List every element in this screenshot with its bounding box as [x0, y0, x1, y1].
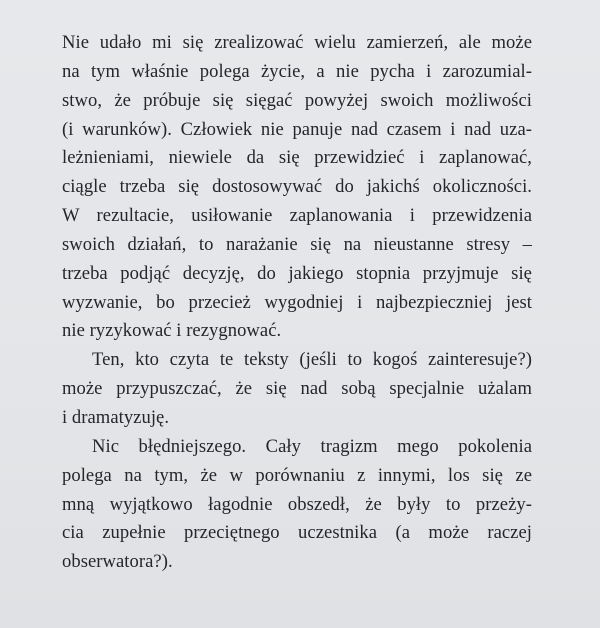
- paragraph-1: [62, 29, 532, 346]
- text-line: swoich działań, to narażanie się na nieustanne stresy –: [62, 233, 532, 255]
- text-line: (i warunków). Człowiek nie panuje nad czasem i nad uza-: [62, 118, 532, 140]
- text-line: cia zupełnie przeciętnego uczestnika (a może raczej: [62, 522, 532, 544]
- text-line: Nie udało mi się zrealizować wielu zamierzeń, ale może: [62, 32, 532, 53]
- text-line: nie ryzykować i rezygnować.: [62, 320, 282, 342]
- text-line: ciągle trzeba się dostosowywać do jakichś okoliczności.: [62, 176, 532, 198]
- text-line: Ten, kto czyta te teksty (jeśli to kogoś zainteresuje?): [92, 349, 532, 371]
- text-line: leżnieniami, niewiele da się przewidzieć i zaplanować,: [62, 147, 532, 169]
- text-line: polega na tym, że w porównaniu z innymi, los się ze: [62, 464, 532, 486]
- text-line: Nic błędniejszego. Cały tragizm mego pokolenia: [92, 435, 532, 457]
- text-line: wyzwanie, bo przecież wygodniej i najbezpieczniej jest: [62, 291, 532, 313]
- text-line: stwo, że próbuje się sięgać powyżej swoich możliwości: [62, 89, 532, 111]
- text-line: obserwatora?).: [62, 551, 173, 573]
- text-line: trzeba podjąć decyzję, do jakiego stopnia przyjmuje się: [62, 262, 532, 284]
- text-line: mną wyjątkowo łagodnie obszedł, że były to przeży-: [62, 493, 532, 515]
- text-line: i dramatyzuję.: [62, 406, 170, 428]
- text-block: [62, 29, 532, 577]
- text-line: może przypuszczać, że się nad sobą specjalnie użalam: [62, 378, 532, 400]
- text-line: W rezultacie, usiłowanie zaplanowania i przewidzenia: [62, 205, 532, 227]
- paragraph-2: [62, 346, 532, 433]
- text-line: na tym właśnie polega życie, a nie pycha i zarozumial-: [62, 60, 532, 82]
- paragraph-3: [62, 433, 532, 577]
